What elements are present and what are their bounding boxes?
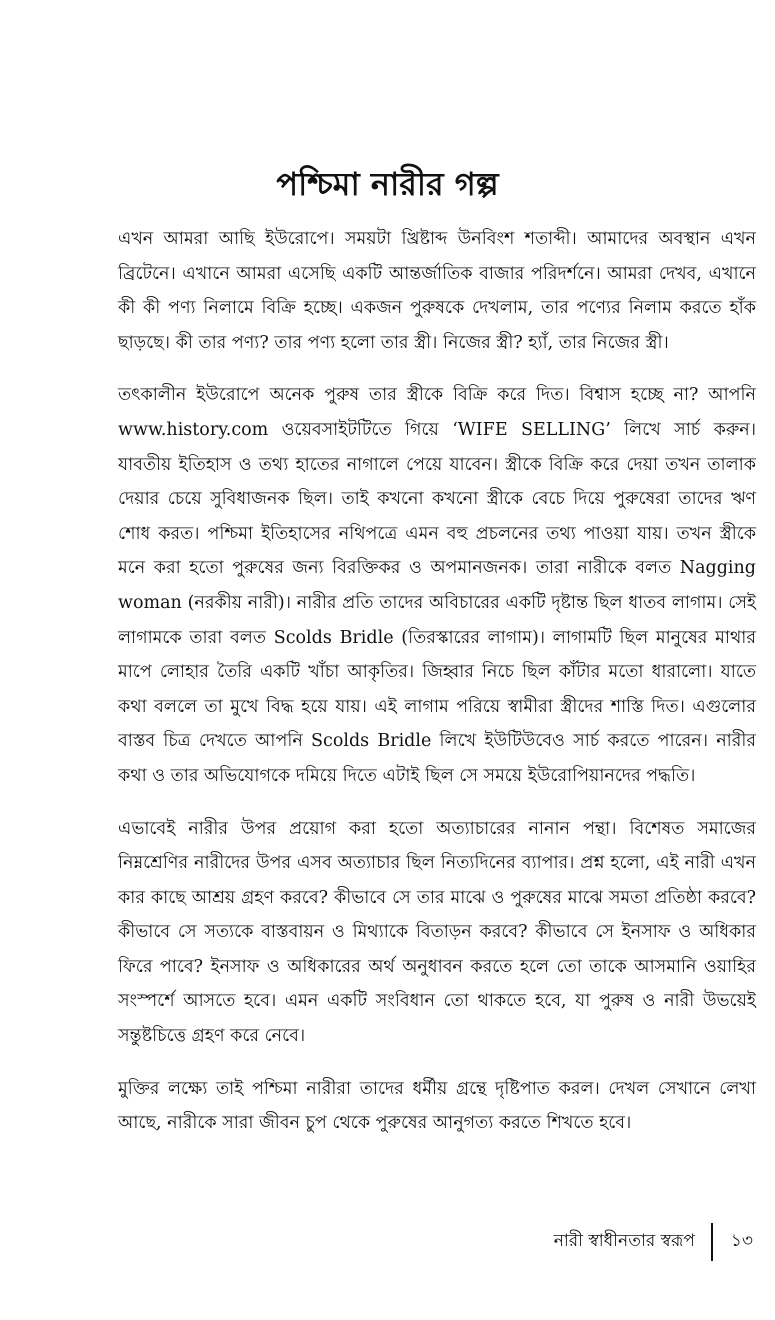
chapter-title: পশ্চিমা নারীর গল্প	[276, 165, 499, 203]
body-text	[118, 222, 756, 1159]
page-number: ১৩	[730, 1231, 753, 1251]
running-book-title: নারী স্বাধীনতার স্বরূপ	[553, 1231, 695, 1251]
paragraph-2: তৎকালীন ইউরোপে অনেক পুরুষ তার স্ত্রীকে বিক্রি করে দিত। বিশ্বাস হচ্ছে না? আপনি www.history.com ওয়েবসাইটটিতে গিয়ে ‘WIFE SELLING’ লিখে সার্চ করুন। যাবতীয় ইতিহাস ও তথ্য হাতের নাগালে পেয়ে যাবেন। স্ত্রীকে বিক্রি করে দেয়া তখন তালাক দেয়ার চেয়ে সুবিধাজনক ছিল। তাই কখনো কখনো স্ত্রীকে বেচে দিয়ে পুরুষেরা তাদের ঋণ শোধ করত। পশ্চিমা ইতিহাসের নথিপত্রে এমন বহু প্রচলনের তথ্য পাওয়া যায়। তখন স্ত্রীকে মনে করা হতো পুরুষের জন্য বিরক্তিকর ও অপমানজনক। তারা নারীকে বলত Nagging woman (নরকীয় নারী)। নারীর প্রতি তাদের অবিচারের একটি দৃষ্টান্ত ছিল ধাতব লাগাম। সেই লাগামকে তারা বলত Scolds Bridle (তিরস্কারের লাগাম)। লাগামটি ছিল মানুষের মাথার মাপে লোহার তৈরি একটি খাঁচা আকৃতির। জিহ্বার নিচে ছিল কাঁটার মতো ধারালো। যাতে কথা বললে তা মুখে বিদ্ধ হয়ে যায়। এই লাগাম পরিয়ে স্বামীরা স্ত্রীদের শাস্তি দিত। এগুলোর বাস্তব চিত্র দেখতে আপনি Scolds Bridle লিখে ইউটিউবেও সার্চ করতে পারেন। নারীর কথা ও তার অভিযোগকে দমিয়ে দিতে এটাই ছিল সে সময়ে ইউরোপিয়ানদের পদ্ধতি।	[118, 385, 756, 786]
paragraph-4: মুক্তির লক্ষ্যে তাই পশ্চিমা নারীরা তাদের ধর্মীয় গ্রন্থে দৃষ্টিপাত করল। দেখল সেখানে লেখা আছে, নারীকে সারা জীবন চুপ থেকে পুরুষের আনুগত্য করতে শিখতে হবে।	[118, 1078, 756, 1134]
paragraph-1: এখন আমরা আছি ইউরোপে। সময়টা খ্রিষ্টাব্দ উনবিংশ শতাব্দী। আমাদের অবস্থান এখন ব্রিটেনে। এখানে আমরা এসেছি একটি আন্তর্জাতিক বাজার পরিদর্শনে। আমরা দেখব, এখানে কী কী পণ্য নিলামে বিক্রি হচ্ছে। একজন পুরুষকে দেখলাম, তার পণ্যের নিলাম করতে হাঁক ছাড়ছে। কী তার পণ্য? তার পণ্য হলো তার স্ত্রী। নিজের স্ত্রী? হ্যাঁ, তার নিজের স্ত্রী।	[118, 229, 757, 353]
paragraph-3: এভাবেই নারীর উপর প্রয়োগ করা হতো অত্যাচারের নানান পন্থা। বিশেষত সমাজের নিম্নশ্রেণির নারীদের উপর এসব অত্যাচার ছিল নিত্যদিনের ব্যাপার। প্রশ্ন হলো, এই নারী এখন কার কাছে আশ্রয় গ্রহণ করবে? কীভাবে সে তার মাঝে ও পুরুষের মাঝে সমতা প্রতিষ্ঠা করবে? কীভাবে সে সত্যকে বাস্তবায়ন ও মিথ্যাকে বিতাড়ন করবে? কীভাবে সে ইনসাফ ও অধিকার ফিরে পাবে? ইনসাফ ও অধিকারের অর্থ অনুধাবন করতে হলে তো তাকে আসমানি ওয়াহির সংস্পর্শে আসতে হবে। এমন একটি সংবিধান তো থাকতে হবে, যা পুরুষ ও নারী উভয়েই সন্তুষ্টচিত্তে গ্রহণ করে নেবে।	[118, 818, 756, 1047]
page-footer	[554, 1222, 753, 1262]
